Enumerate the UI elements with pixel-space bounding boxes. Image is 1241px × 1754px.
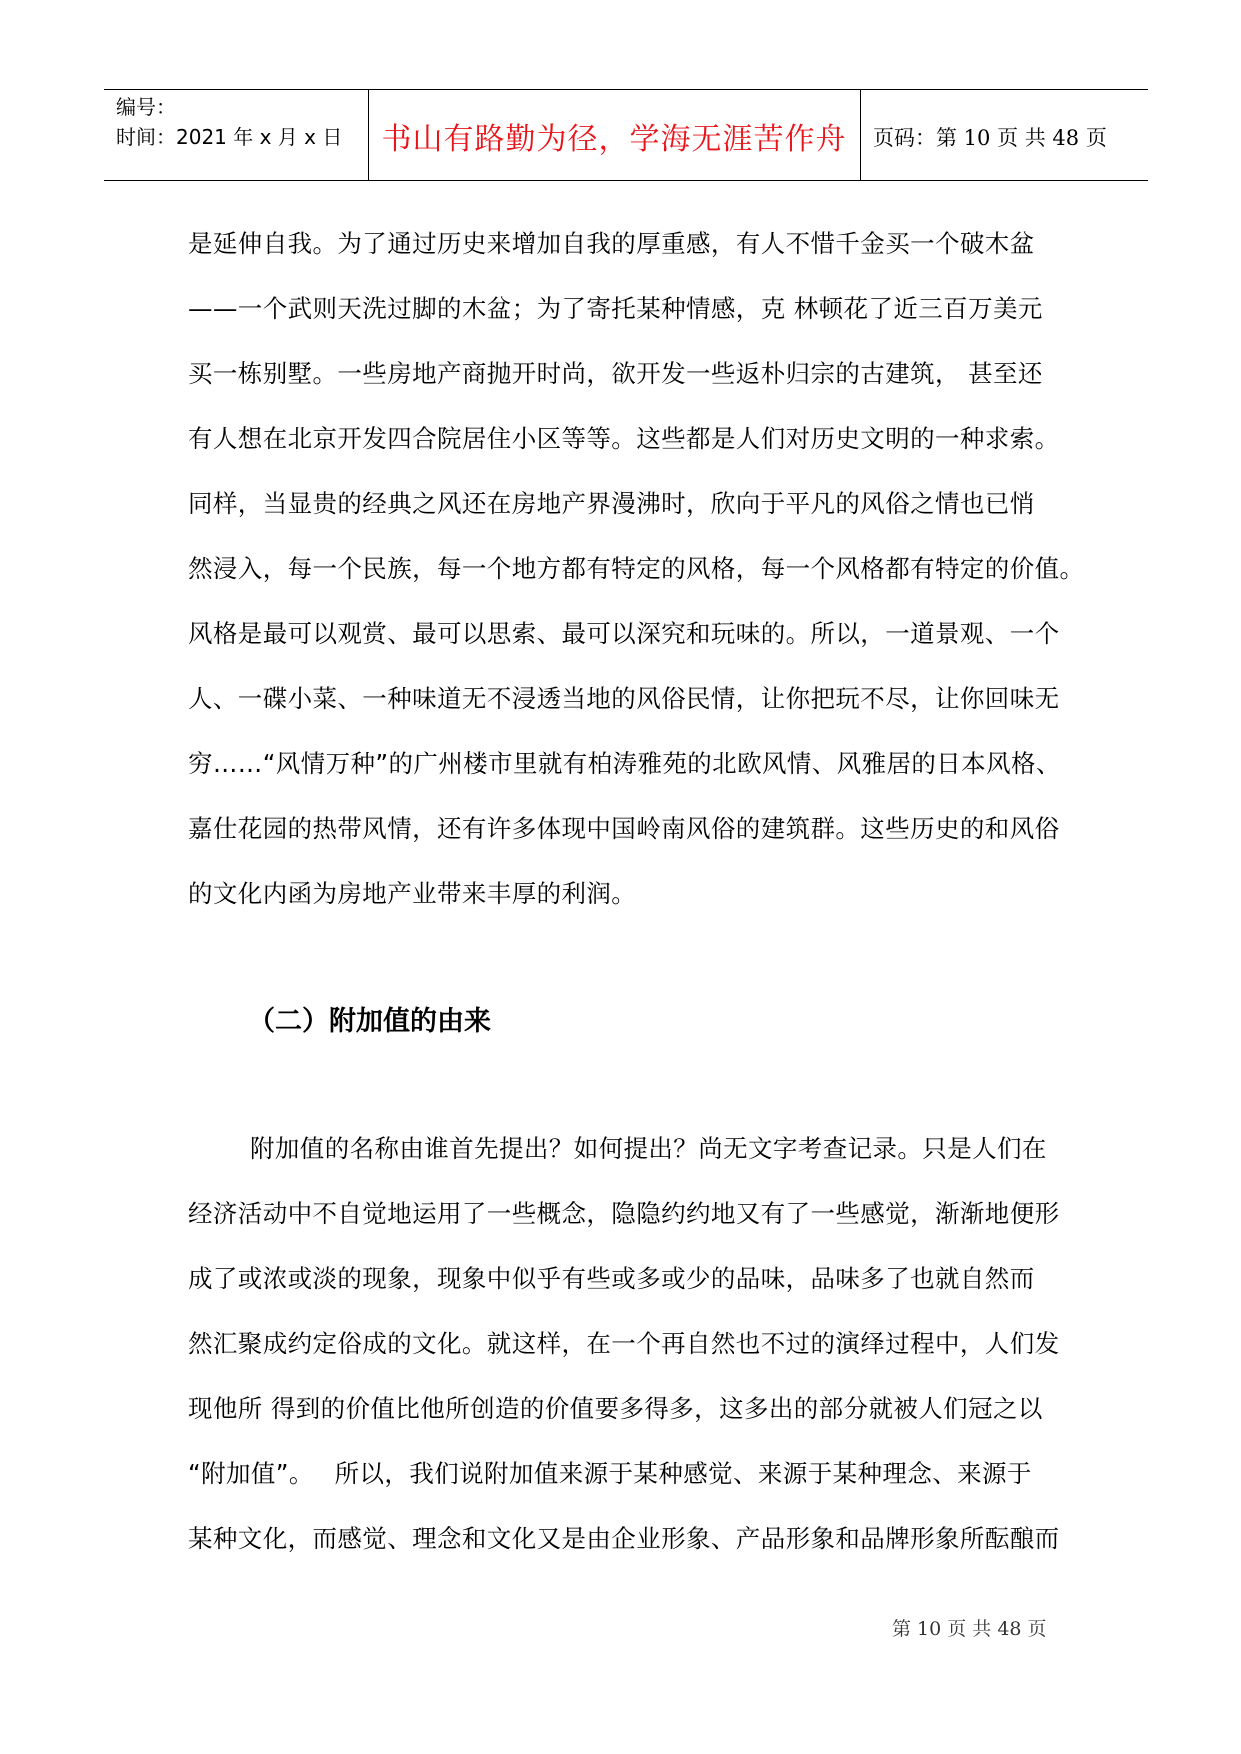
document-number-label: 编号： [116,95,176,119]
body-line: 穷……“风情万种”的广州楼市里就有柏涛雅苑的北欧风情、风雅居的日本风格、 [188,749,1061,778]
body-line: 然浸入，每一个民族，每一个地方都有特定的风格，每一个风格都有特定的价值。 [188,554,1085,583]
document-time-label: 时间：2021 年 x 月 x 日 [116,125,343,149]
section-line: 现他所 得到的价值比他所创造的价值要多得多，这多出的部分就被人们冠之以 [188,1394,1043,1423]
section-line: 然汇聚成约定俗成的文化。就这样，在一个再自然也不过的演绎过程中，人们发 [188,1329,1060,1358]
section-line: 经济活动中不自觉地运用了一些概念，隐隐约约地又有了一些感觉，渐渐地便形 [188,1199,1060,1228]
body-line: 同样，当显贵的经典之风还在房地产界漫沸时，欣向于平凡的风俗之情也已悄 [188,489,1035,518]
body-line: 是延伸自我。为了通过历史来增加自我的厚重感，有人不惜千金买一个破木盆 [188,229,1035,258]
body-line: 人、一碟小菜、一种味道无不浸透当地的风俗民情，让你把玩不尽，让你回味无 [188,684,1060,713]
header-motto: 书山有路勤为径，学海无涯苦作舟 [381,122,847,157]
page-footer: 第 10 页 共 48 页 [892,1618,1047,1640]
section-heading: （二）附加值的由来 [248,1006,491,1037]
section-line: 某种文化，而感觉、理念和文化又是由企业形象、产品形象和品牌形象所酝酿而 [188,1524,1060,1553]
body-line: 有人想在北京开发四合院居住小区等等。这些都是人们对历史文明的一种求索。 [188,424,1060,453]
body-line: ——一个武则天洗过脚的木盆；为了寄托某种情感，克 林顿花了近三百万美元 [188,294,1043,323]
header-page-info: 页码：第 10 页 共 48 页 [873,126,1107,150]
body-line: 风格是最可以观赏、最可以思索、最可以深究和玩味的。所以，一道景观、一个 [188,619,1060,648]
body-line: 的文化内函为房地产业带来丰厚的利润。 [188,879,637,908]
section-line: “附加值”。 所以，我们说附加值来源于某种感觉、来源于某种理念、来源于 [188,1459,1032,1488]
section-line: 附加值的名称由谁首先提出？如何提出？尚无文字考查记录。只是人们在 [250,1134,1047,1163]
body-line: 嘉仕花园的热带风情，还有许多体现中国岭南风俗的建筑群。这些历史的和风俗 [188,814,1060,843]
header-meta [116,92,342,152]
header-divider-right [860,90,861,180]
page-header [104,89,1148,181]
body-line: 买一栋别墅。一些房地产商抛开时尚，欲开发一些返朴归宗的古建筑， 甚至还 [188,359,1043,388]
section-line: 成了或浓或淡的现象，现象中似乎有些或多或少的品味，品味多了也就自然而 [188,1264,1035,1293]
